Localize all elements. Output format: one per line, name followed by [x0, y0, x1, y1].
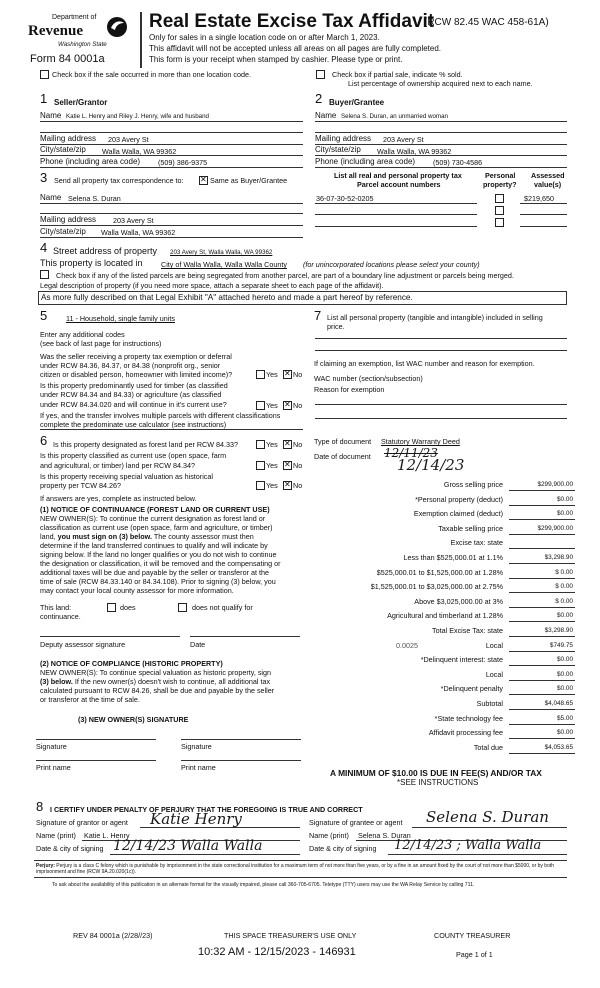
doc-type-label: Type of document — [314, 437, 372, 446]
tax-row-line — [509, 753, 575, 754]
personal-property-line-1 — [315, 338, 567, 339]
tax-row-line — [509, 519, 575, 520]
tax-row-value: $0.00 — [557, 612, 573, 620]
buyer-phone: (509) 730-4586 — [433, 158, 483, 167]
tax-row-value: $3,298.90 — [544, 554, 573, 561]
new-owner-sig-title: (3) NEW OWNER(S) SIGNATURE — [78, 715, 189, 724]
form-rcw: (RCW 82.45 WAC 458-61A) — [424, 17, 549, 28]
multi-parcel-q-1: If yes, and the transfer involves multiple parcels with different classifications — [40, 411, 281, 420]
seller-city-label: City/state/zip — [40, 145, 86, 154]
timber-yes-checkbox[interactable] — [256, 401, 265, 410]
buyer-mail-label: Mailing address — [315, 134, 372, 143]
timber-q-2: under RCW 84.34 and 84.33) or agriculture (as classified — [40, 390, 222, 399]
rev-number: REV 84 0001a (2/28//23) — [73, 931, 153, 940]
owner-print-line-1 — [36, 760, 156, 761]
grantor-sig-line — [140, 827, 300, 828]
personal-property-text-2: price. — [327, 322, 345, 331]
notice-1-line-6: the designation or classification, it will be removed and the compensating or — [40, 559, 281, 568]
tax-row-label: Total due — [473, 742, 503, 752]
tax-row-line — [509, 694, 575, 695]
section-4-number: 4 — [40, 240, 48, 255]
corr-city: Walla Walla, WA 99362 — [101, 228, 176, 237]
personal-head-2: property? — [483, 180, 517, 189]
tax-row-value: $0.00 — [557, 729, 573, 737]
notice-2-continue: If the new owner(s) doesn't wish to continue, all additional tax — [74, 677, 271, 686]
tax-row-value: $ 0.00 — [555, 597, 573, 605]
forest-yes-checkbox[interactable] — [256, 440, 265, 449]
parcel-line-2 — [315, 214, 477, 215]
section-6-number: 6 — [40, 433, 48, 448]
assessed-value: $219,650 — [524, 194, 554, 203]
historic-yes-label: Yes — [266, 481, 278, 490]
personal-property-checkbox-2[interactable] — [495, 206, 504, 215]
notice-1-line-1: NEW OWNER(S): To continue the current designation as forest land or — [40, 514, 266, 523]
seller-phone-line — [40, 167, 303, 168]
tax-row-value: $0.00 — [557, 670, 573, 678]
form-title: Real Estate Excise Tax Affidavit — [149, 11, 435, 32]
notice-2-line-4: or transferor at the time of sale. — [40, 695, 140, 704]
located-label: This property is located in — [40, 258, 143, 268]
corr-mail-label: Mailing address — [40, 215, 97, 224]
notice-1-line-3 — [40, 532, 254, 541]
timber-no-label: No — [293, 401, 303, 410]
grantee-sig-label: Signature of grantee or agent — [309, 818, 403, 827]
tax-row-line — [509, 724, 575, 725]
buyer-city-line — [315, 155, 567, 156]
notice-2-line-3: calculated pursuant to RCW 84.26, shall be due and payable by the seller — [40, 686, 275, 695]
tax-row-value: $4,048.65 — [544, 700, 573, 707]
grantor-date-city[interactable]: 12/14/23 Walla Walla — [113, 838, 263, 854]
correspondence-text: Send all property tax correspondence to: — [54, 176, 184, 185]
corr-mail: 203 Avery St — [113, 216, 154, 225]
tax-row-value: $4,053.65 — [544, 743, 573, 751]
seller-blank-line — [40, 132, 303, 133]
logo-revenue: Revenue — [28, 23, 83, 39]
tax-row-line — [509, 651, 575, 652]
assessed-head-1: Assessed — [531, 171, 565, 180]
does-not-checkbox[interactable] — [178, 603, 187, 612]
doc-type-value: Statutory Warranty Deed — [381, 437, 460, 446]
buyer-blank-line — [315, 132, 567, 133]
partial-sale-label: Check box if partial sale, indicate % sold. — [332, 70, 463, 79]
exemption-line-2 — [315, 418, 567, 419]
seller-city: Walla Walla, WA 99362 — [102, 147, 177, 156]
seller-mail-label: Mailing address — [40, 134, 97, 143]
deputy-sig-line — [40, 636, 180, 637]
exemption-q-1: Was the seller receiving a property tax exemption or deferral — [40, 352, 232, 361]
personal-property-line-2 — [315, 350, 567, 351]
section-7-number: 7 — [314, 308, 322, 323]
personal-property-checkbox-1[interactable] — [495, 194, 504, 203]
historic-q-1: Is this property receiving special valuation as historical — [40, 472, 213, 481]
tax-row-label: *State technology fee — [434, 713, 503, 723]
corr-city-label: City/state/zip — [40, 227, 86, 236]
seller-city-line — [40, 155, 303, 156]
corr-blank-line — [40, 213, 303, 214]
tax-row-label: $525,000.01 to $1,525,000.00 at 1.28% — [376, 567, 503, 577]
tax-row-value: $ 0.00 — [555, 568, 573, 576]
street-label: Street address of property — [53, 246, 158, 256]
page-number: Page 1 of 1 — [456, 950, 493, 959]
section-5-bottom-line — [40, 429, 303, 430]
notice-2-line-2 — [40, 677, 270, 686]
notice-1-land: land, — [40, 532, 56, 541]
notice-1-line-4: determine if the land transferred continues to qualify and will indicate by — [40, 541, 268, 550]
owner-sig-label-1: Signature — [36, 742, 67, 751]
form-number: Form 84 0001a — [30, 53, 105, 65]
exemption-no-label: No — [293, 370, 303, 379]
parcel-line-3 — [315, 226, 477, 227]
historic-yes-checkbox[interactable] — [256, 481, 265, 490]
tax-row-label: Subtotal — [476, 699, 503, 708]
owner-sig-line-2 — [181, 739, 301, 740]
exemption-yes-checkbox[interactable] — [256, 370, 265, 379]
notice-1-title: (1) NOTICE OF CONTINUANCE (FOREST LAND OR CURRENT USE) — [40, 505, 270, 514]
alt-format-note: To ask about the availability of this publication in an alternate format for the visually impaired, please call 360-705-6705. Teletype (TTY) users may use the WA Relay Service by calling 711. — [52, 882, 475, 888]
timber-no-checkbox[interactable] — [283, 401, 292, 410]
located-value[interactable]: City of Walla Walla, Walla Walla County — [161, 260, 287, 269]
legal-description-label: Legal description of property (if you need more space, attach a separate sheet to each page of the affidavit). — [40, 281, 384, 290]
additional-codes-1: Enter any additional codes — [40, 330, 125, 339]
tax-row-label: Excise tax: state — [450, 538, 503, 548]
corr-name-line — [40, 203, 303, 204]
corr-mail-line — [40, 225, 303, 226]
exemption-no-checkbox[interactable] — [283, 370, 292, 379]
located-note: (for unincorporated locations please select your county) — [303, 260, 480, 269]
grantor-name: Katie L. Henry — [84, 831, 130, 840]
tax-row-line — [509, 592, 575, 593]
tax-row-line — [509, 665, 575, 666]
seller-phone-label: Phone (including area code) — [40, 157, 141, 166]
partial-sale-note: List percentage of ownership acquired next to each name. — [348, 79, 533, 88]
buyer-name-line — [315, 121, 567, 122]
tax-row-line — [509, 621, 575, 622]
grantee-name-label: Name (print) — [309, 831, 349, 840]
current-use-no-checkbox[interactable] — [283, 461, 292, 470]
does-label: does — [120, 603, 136, 612]
tax-row-label: Taxable selling price — [438, 523, 503, 533]
tax-row-line — [509, 578, 575, 579]
tax-row-label: Gross selling price — [443, 480, 503, 489]
notice-2-title: (2) NOTICE OF COMPLIANCE (HISTORIC PROPERTY) — [40, 659, 223, 668]
additional-codes-2: (see back of last page for instructions) — [40, 339, 162, 348]
tax-row-label: $1,525,000.01 to $3,025,000.00 at 2.75% — [370, 582, 503, 592]
personal-property-checkbox-3[interactable] — [495, 218, 504, 227]
notice-1-assessor: The county assessor must then — [153, 532, 254, 541]
treasurer-space: THIS SPACE TREASURER'S USE ONLY — [224, 931, 357, 940]
perjury-block — [36, 863, 566, 875]
deputy-date-label: Date — [190, 640, 206, 649]
corr-city-line — [40, 237, 303, 238]
tax-row-line — [509, 548, 575, 549]
forest-yes-label: Yes — [266, 440, 278, 449]
tax-row-line — [509, 607, 575, 608]
tax-row-value: $299,900.00 — [537, 524, 573, 532]
exemption-line-1 — [315, 404, 567, 405]
parcels-head-2: Parcel account numbers — [357, 180, 441, 189]
header-note-1: Only for sales in a single location code on or after March 1, 2023. — [149, 33, 380, 42]
current-use-yes-checkbox[interactable] — [256, 461, 265, 470]
tax-row-value: $0.00 — [557, 495, 573, 503]
historic-q-2: property per TCW 84.26? — [40, 481, 121, 490]
section-1-number: 1 — [40, 91, 48, 106]
assessed-head-2: value(s) — [534, 180, 562, 189]
grantee-signature[interactable]: Selena S. Duran — [426, 808, 549, 826]
tax-row-label: Total Excise Tax: state — [432, 626, 503, 635]
assessed-line-2 — [520, 214, 567, 215]
deputy-sig-label: Deputy assessor signature — [40, 640, 126, 649]
buyer-phone-line — [315, 167, 567, 168]
owner-sig-line-1 — [36, 739, 156, 740]
tax-row-line — [509, 636, 575, 637]
does-checkbox[interactable] — [107, 603, 116, 612]
same-as-buyer-checkbox[interactable] — [199, 176, 208, 185]
tax-row-label: Exemption claimed (deduct) — [413, 509, 503, 519]
personal-head-1: Personal — [485, 171, 516, 180]
assessed-line-3 — [520, 226, 567, 227]
header-divider — [140, 12, 142, 68]
grantor-signature[interactable]: Katie Henry — [150, 810, 242, 828]
seller-name: Katie L. Henry and Riley J. Henry, wife and husband — [66, 113, 209, 120]
buyer-city: Walla Walla, WA 99362 — [377, 147, 452, 156]
grantee-date-label: Date & city of signing — [309, 844, 377, 853]
notice-1-line-2: classification as current use (open space, farm and agriculture, or timber) — [40, 523, 273, 532]
current-use-yes-label: Yes — [266, 461, 278, 470]
revenue-logo — [28, 14, 128, 54]
timber-yes-label: Yes — [266, 401, 278, 410]
buyer-heading: Buyer/Grantee — [329, 98, 385, 107]
owner-print-label-1: Print name — [36, 763, 71, 772]
minimum-notice: A MINIMUM OF $10.00 IS DUE IN FEE(S) AND/OR TAX — [330, 768, 542, 778]
header-note-3: This form is your receipt when stamped by cashier. Please type or print. — [149, 55, 403, 64]
grantor-date-label: Date & city of signing — [36, 844, 104, 853]
segregated-label: Check box if any of the listed parcels are being segregated from another parcel, are part of a boundary line adjustment or parcels being merged. — [56, 271, 514, 280]
tax-row-label: Above $3,025,000.00 at 3% — [414, 596, 503, 606]
parcel-number: 36-07-30-52-0205 — [316, 194, 374, 203]
forest-no-label: No — [293, 440, 303, 449]
tax-row-line — [509, 738, 575, 739]
forest-q1: Is this property designated as forest land per RCW 84.33? — [53, 440, 238, 449]
personal-property-text-1: List all personal property (tangible and intangible) included in selling — [327, 313, 543, 322]
buyer-city-label: City/state/zip — [315, 145, 361, 154]
notice-1-line-7: additional taxes will be due and payable by the seller or transferor at the — [40, 568, 269, 577]
current-use-q-2: and agricultural, or timber) land per RCW 84.34? — [40, 461, 196, 470]
grantor-sig-label: Signature of grantor or agent — [36, 818, 128, 827]
perjury-top-line — [34, 860, 567, 861]
doc-date-label: Date of document — [314, 452, 371, 461]
same-as-buyer-label: Same as Buyer/Grantee — [210, 176, 288, 185]
current-use-no-label: No — [293, 461, 303, 470]
multi-parcel-q-2: complete the predominate use calculator (see instructions) — [40, 420, 227, 429]
notice-2-sign: (3) below. — [40, 677, 73, 686]
grantee-name: Selena S. Duran — [358, 831, 411, 840]
parcels-head-1: List all real and personal property tax — [334, 171, 462, 180]
perjury-bottom-line — [34, 877, 567, 878]
logo-state: Washington State — [58, 41, 107, 48]
tax-row-value: $0.00 — [557, 685, 573, 693]
deputy-date-line — [190, 636, 300, 637]
assessed-line-1 — [520, 203, 567, 204]
tax-row-label: *Delinquent interest: state — [420, 655, 503, 665]
perjury-label: Perjury: — [36, 863, 55, 869]
owner-print-label-2: Print name — [181, 763, 216, 772]
current-use-q-1: Is this property classified as current use (open space, farm — [40, 451, 227, 460]
grantor-date-line — [110, 854, 300, 855]
see-instructions: *SEE INSTRUCTIONS — [397, 778, 479, 787]
tax-row-label: Local — [485, 640, 503, 650]
tax-row-label: *Personal property (deduct) — [415, 494, 503, 504]
county-treasurer: COUNTY TREASURER — [434, 931, 511, 940]
seller-heading: Seller/Grantor — [54, 98, 108, 107]
exemption-yes-label: Yes — [266, 370, 278, 379]
exemption-reason-label: Reason for exemption — [314, 385, 385, 394]
seller-name-label: Name — [40, 111, 62, 120]
logo-dept: Department of — [52, 14, 97, 21]
tax-row-line — [509, 505, 575, 506]
does-not-label: does not qualify for — [192, 603, 253, 612]
owner-sig-label-2: Signature — [181, 742, 212, 751]
segregated-checkbox[interactable] — [40, 270, 49, 279]
seller-mail: 203 Avery St — [108, 135, 149, 144]
tax-row-label: Local — [485, 669, 503, 679]
grantee-date-city[interactable]: 12/14/23 ; Walla Walla — [394, 838, 542, 853]
tax-row-line — [509, 563, 575, 564]
historic-no-checkbox[interactable] — [283, 481, 292, 490]
exemption-q-3: citizen or disabled person, homeowner with limited income)? — [40, 370, 233, 379]
tax-row-line — [509, 534, 575, 535]
wac-label: WAC number (section/subsection) — [314, 374, 423, 383]
legal-exhibit-text: As more fully described on that Legal Exhibit "A" attached hereto and made a part hereof by reference. — [41, 293, 413, 302]
notice-1-line-8: time of sale (RCW 84.33.140 or 84.34.108). Prior to signing (3) below, you — [40, 577, 276, 586]
buyer-mail: 203 Avery St — [383, 135, 424, 144]
tax-row-line — [509, 490, 575, 491]
tax-row-value: $ 0.00 — [555, 583, 573, 591]
notice-1-line-5: signing below. If the land no longer qualifies or you do not wish to continue — [40, 550, 277, 559]
section-8-number: 8 — [36, 799, 44, 814]
notice-1-line-9: may contact your local county assessor for more information. — [40, 586, 234, 595]
exemption-claim-text: If claiming an exemption, list WAC number and reason for exemption. — [314, 359, 535, 368]
corr-name-label: Name — [40, 193, 62, 202]
local-rate: 0.0025 — [396, 640, 418, 650]
multi-location-label: Check box if the sale occurred in more than one location code. — [52, 70, 251, 79]
land-use-code[interactable]: 11 - Household, single family units — [66, 314, 175, 323]
tax-row-value: $0.00 — [557, 656, 573, 664]
grantor-name-label: Name (print) — [36, 831, 76, 840]
timber-q-3: under RCW 84.34.020 and will continue in it's current use? — [40, 400, 227, 409]
notice-1-must-sign: you must sign on (3) below. — [57, 532, 152, 541]
partial-sale-checkbox[interactable] — [316, 70, 325, 79]
answers-note: If answers are yes, complete as instructed below. — [40, 494, 197, 503]
grantee-date-line — [388, 854, 567, 855]
timber-q-1: Is this property predominantly used for timber (as classified — [40, 381, 228, 390]
certify-statement: I CERTIFY UNDER PENALTY OF PERJURY THAT THE FOREGOING IS TRUE AND CORRECT — [50, 805, 363, 814]
doc-date-handwritten: 12/14/23 — [397, 456, 465, 474]
perjury-text: Perjury is a class C felony which is punishable by imprisonment in the state correctional institution for a maximum term of not more than five years, or by a fine in an amount fixed by the court of not more than $5000, or by both imprisonment and fine (RCW 9A.20.020(1c)). — [36, 863, 555, 875]
revenue-logo-icon — [106, 15, 128, 39]
buyer-name: Selena S. Duran, an unmarried woman — [341, 113, 448, 120]
forest-no-checkbox[interactable] — [283, 440, 292, 449]
seller-phone: (509) 386-9375 — [158, 158, 208, 167]
tax-row-label: Less than $525,000.01 at 1.1% — [403, 553, 503, 562]
tax-row-label: Affidavit processing fee — [428, 728, 503, 738]
tax-row-label: Agricultural and timberland at 1.28% — [387, 611, 503, 621]
tax-row-value: $5.00 — [557, 714, 573, 722]
tax-row-value: $749.75 — [549, 641, 573, 649]
tax-row-value: $3,298.90 — [544, 627, 573, 634]
corr-name: Selena S. Duran — [68, 194, 121, 203]
tax-row-value: $0.00 — [557, 510, 573, 518]
continuance-label: continuance. — [40, 612, 81, 621]
seller-name-line — [40, 121, 303, 122]
buyer-name-label: Name — [315, 111, 337, 120]
historic-no-label: No — [293, 481, 303, 490]
tax-row-line — [509, 709, 575, 710]
parcel-line-1 — [315, 203, 477, 204]
section-5-number: 5 — [40, 308, 48, 323]
receipt-stamp: 10:32 AM - 12/15/2023 - 146931 — [198, 946, 356, 958]
exemption-q-2: under RCW 84.36, 84.37, or 84.38 (nonprofit org., senior — [40, 361, 221, 370]
tax-row-value: $299,900.00 — [537, 481, 573, 488]
tax-row-line — [509, 680, 575, 681]
tax-row-label: *Delinquent penalty — [440, 684, 503, 694]
header-note-2: This affidavit will not be accepted unless all areas on all pages are fully completed. — [149, 44, 442, 53]
doc-date-struck: 12/11/23 — [384, 446, 438, 460]
section-2-number: 2 — [315, 91, 323, 106]
street-address: 203 Avery St, Walla Walla, WA 99362 — [170, 249, 273, 256]
grantee-sig-line — [412, 827, 567, 828]
notice-2-line-1: NEW OWNER(S): To continue special valuation as historic property, sign — [40, 668, 272, 677]
owner-print-line-2 — [181, 760, 301, 761]
buyer-phone-label: Phone (including area code) — [315, 157, 416, 166]
section-3-number: 3 — [40, 170, 48, 185]
this-land-label: This land: — [40, 603, 72, 612]
multi-location-checkbox[interactable] — [40, 70, 49, 79]
